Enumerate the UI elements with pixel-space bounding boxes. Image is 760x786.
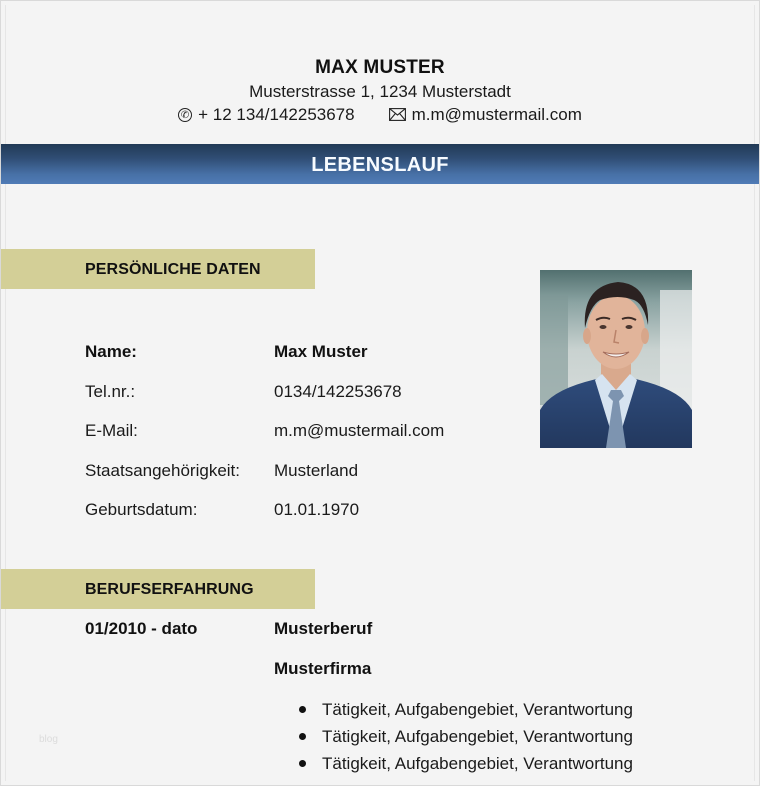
row-label: E-Mail:	[85, 421, 138, 440]
title-banner: LEBENSLAUF	[1, 144, 759, 184]
list-item	[274, 723, 705, 750]
work-entry	[85, 617, 705, 777]
envelope-icon	[389, 108, 406, 121]
personal-row-name	[85, 340, 444, 380]
email-contact[interactable]	[389, 103, 582, 126]
applicant-name: MAX MUSTER	[315, 57, 445, 78]
applicant-address: Musterstrasse 1, 1234 Musterstadt	[249, 82, 511, 101]
work-entry-header	[85, 617, 705, 641]
bullet-icon	[299, 733, 306, 740]
task-text: Tätigkeit, Aufgabengebiet, Verantwortung	[322, 727, 633, 746]
email-address: m.m@mustermail.com	[411, 105, 582, 124]
section-header-work: BERUFSERFAHRUNG	[1, 569, 315, 609]
watermark: blog	[39, 734, 58, 745]
list-item	[274, 750, 705, 777]
work-company: Musterfirma	[274, 659, 372, 678]
bullet-icon	[299, 706, 306, 713]
contact-line	[0, 103, 760, 126]
section-header-personal: PERSÖNLICHE DATEN	[1, 249, 315, 289]
work-task-list	[274, 696, 705, 777]
row-value: 01.01.1970	[274, 500, 360, 519]
personal-row-phone	[85, 380, 444, 420]
row-value: m.m@mustermail.com	[274, 421, 445, 440]
row-value: 0134/142253678	[274, 381, 402, 401]
personal-row-birthdate	[85, 498, 444, 538]
bullet-icon	[299, 760, 306, 767]
row-value: Musterland	[274, 460, 359, 480]
row-value: Max Muster	[274, 342, 368, 361]
phone-number: + 12 134/142253678	[198, 105, 355, 124]
work-position: Musterberuf	[274, 619, 373, 638]
personal-row-email	[85, 419, 444, 459]
row-label: Geburtsdatum:	[85, 500, 198, 519]
list-item	[274, 696, 705, 723]
task-text: Tätigkeit, Aufgabengebiet, Verantwortung	[322, 700, 633, 719]
task-text: Tätigkeit, Aufgabengebiet, Verantwortung	[322, 754, 633, 773]
row-label: Name:	[85, 342, 137, 361]
phone-contact	[178, 103, 354, 126]
row-label: Staatsangehörigkeit:	[85, 460, 240, 480]
phone-icon: ✆	[178, 108, 192, 122]
cv-header	[0, 56, 760, 126]
personal-row-nationality	[85, 459, 444, 499]
personal-data-table	[85, 340, 444, 538]
work-date-range: 01/2010 - dato	[85, 619, 198, 638]
row-label: Tel.nr.:	[85, 381, 136, 401]
portrait-photo	[540, 270, 692, 448]
